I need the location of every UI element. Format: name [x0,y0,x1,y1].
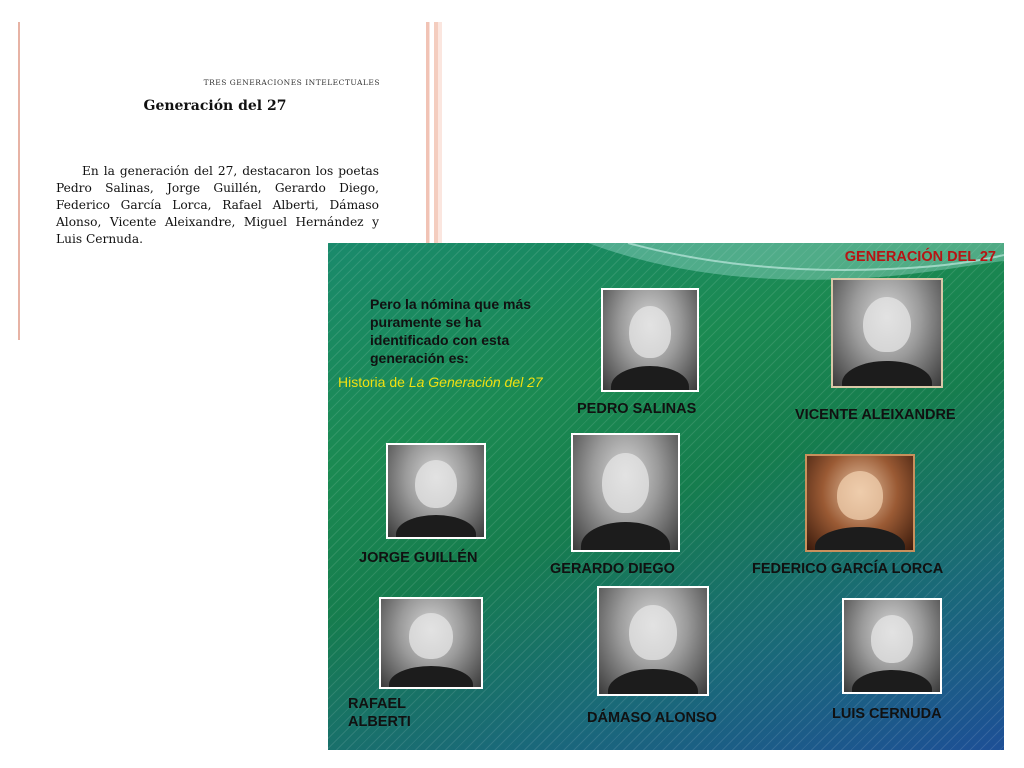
slide-title: GENERACIÓN DEL 27 [844,249,996,265]
poet-name-gerardo-diego: GERARDO DIEGO [550,561,675,577]
poet-name-damaso-alonso: DÁMASO ALONSO [587,710,717,726]
poet-name-pedro-salinas: PEDRO SALINAS [577,401,697,417]
portrait-gerardo-diego [571,433,680,552]
poet-name-luis-cernuda: LUIS CERNUDA [832,706,942,722]
intro-text: Pero la nómina que más puramente se ha identificado con esta generación es: [370,296,532,366]
portrait-rafael-alberti [379,597,483,689]
portrait-vicente-aleixandre [831,278,943,388]
poet-name-jorge-guillen: JORGE GUILLÉN [359,550,478,566]
running-head: TRES GENERACIONES INTELECTUALES [203,78,380,87]
portrait-federico-garcia-lorca [805,454,915,552]
poet-name-vicente-aleixandre: VICENTE ALEIXANDRE [795,407,956,423]
portrait-luis-cernuda [842,598,942,694]
portrait-damaso-alonso [597,586,709,696]
slide [328,243,1004,750]
poet-name-federico-garcia-lorca: FEDERICO GARCÍA LORCA [752,561,944,577]
poet-name-rafael-alberti: RAFAEL ALBERTI [348,696,411,730]
portrait-jorge-guillen [386,443,486,539]
history-prefix: Historia de [338,374,409,390]
history-italic: La Generación del 27 [408,374,543,390]
page-edge-left [18,22,20,340]
body-paragraph: En la generación del 27, destacaron los poetas Pedro Salinas, Jorge Guillén, Gerardo Diego, Federico García Lorca, Rafael Alberti, Dámaso Alonso, Vicente Aleixandre, Miguel Hernández y Luis Cernuda. [56,164,379,246]
portrait-pedro-salinas [601,288,699,392]
history-caption [338,374,543,390]
page-heading: Generación del 27 [143,98,287,114]
